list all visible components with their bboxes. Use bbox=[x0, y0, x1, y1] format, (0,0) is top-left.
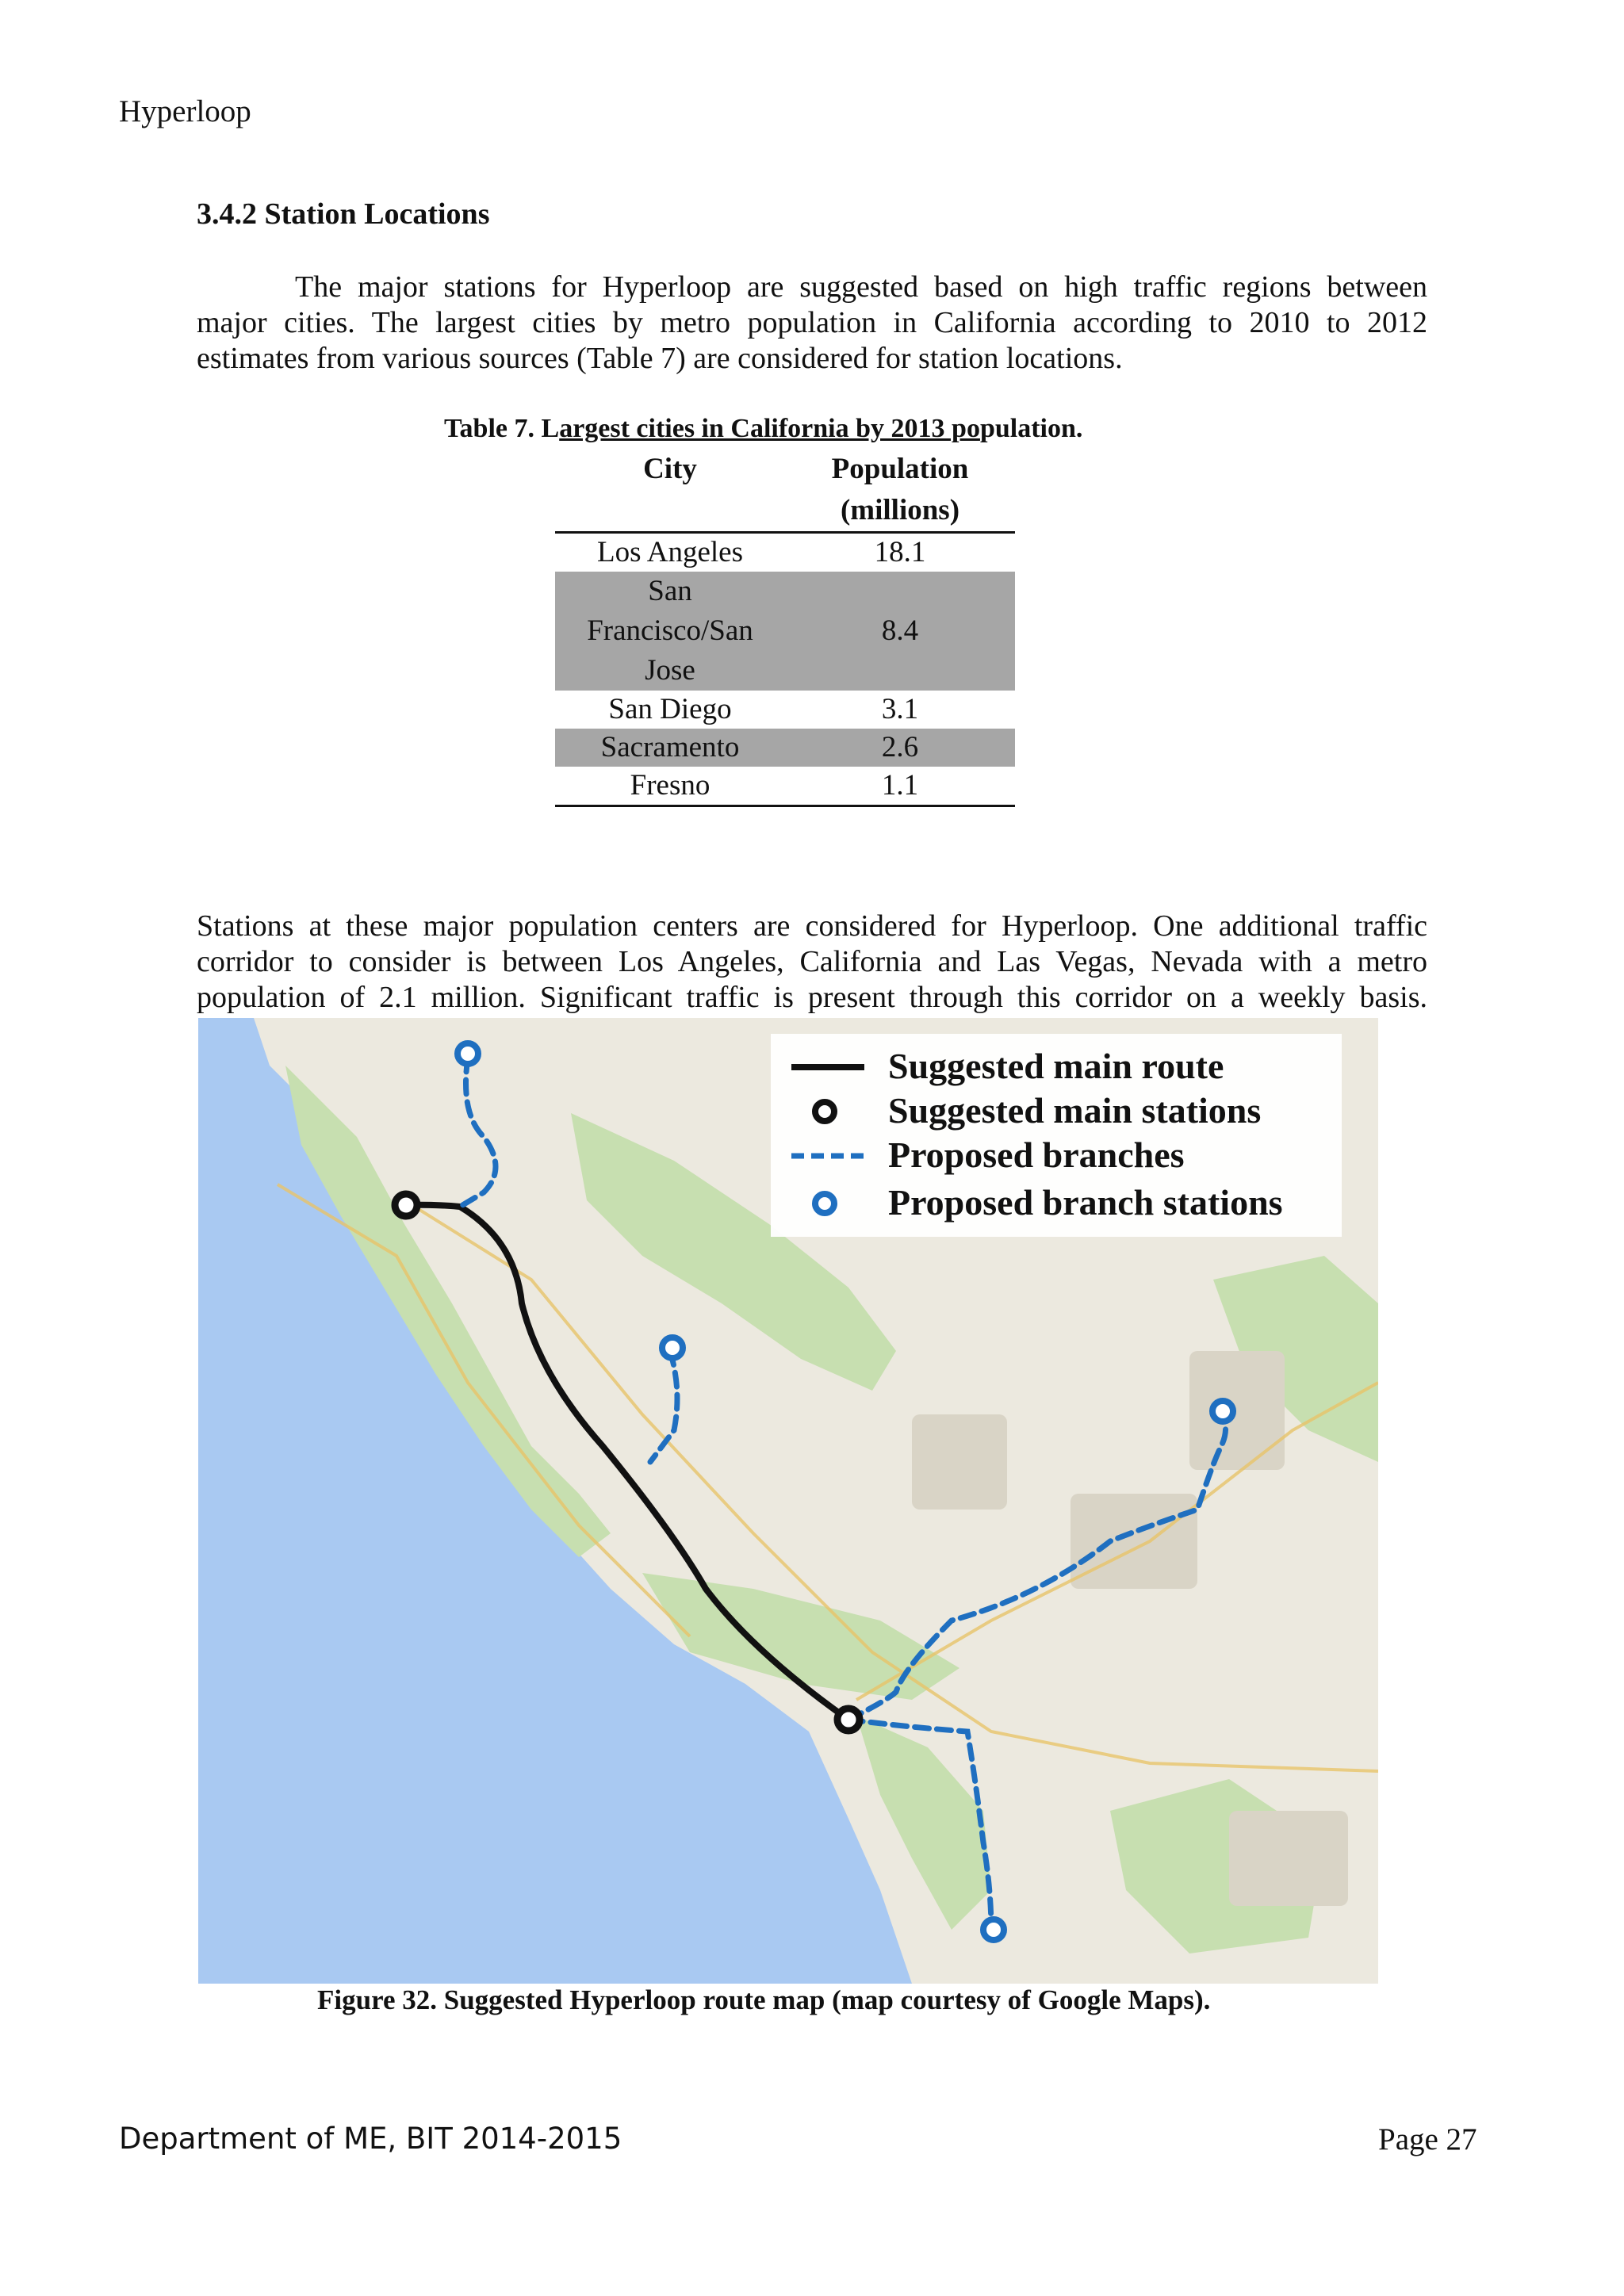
paragraph-line: The major stations for Hyperloop are suggested based on high traffic regions between bbox=[295, 270, 1427, 304]
footer-page-number: Page 27 bbox=[1378, 2122, 1477, 2156]
population-cell: 3.1 bbox=[881, 693, 919, 725]
legend-branches-label: Proposed branches bbox=[888, 1135, 1185, 1175]
city-cell: Fresno bbox=[630, 769, 710, 802]
section-heading: 3.4.2 Station Locations bbox=[197, 197, 490, 231]
desert-area bbox=[912, 1414, 1007, 1510]
paragraph-line: population of 2.1 million. Significant traffic is present through this corridor on a weekly basis. bbox=[197, 981, 1427, 1014]
desert-area bbox=[1229, 1811, 1348, 1906]
station-fresno bbox=[662, 1337, 683, 1358]
city-cell-line: San bbox=[648, 575, 692, 607]
legend-main-route-label: Suggested main route bbox=[888, 1046, 1224, 1086]
column-header-population bbox=[785, 449, 1015, 533]
table-row bbox=[555, 767, 1015, 806]
table-row bbox=[555, 729, 1015, 767]
station-sacramento bbox=[458, 1043, 478, 1064]
column-header-population-line1: Population bbox=[831, 453, 969, 485]
station-los-angeles bbox=[837, 1709, 860, 1731]
legend-branch-station-swatch bbox=[815, 1194, 834, 1213]
city-cell-line: Francisco/San bbox=[587, 614, 753, 647]
corridor-paragraph bbox=[197, 909, 1427, 1016]
table-caption-suffix: pulation. bbox=[979, 414, 1083, 443]
city-cell: San Diego bbox=[608, 693, 732, 725]
table-row bbox=[555, 572, 1015, 691]
paragraph-line: Stations at these major population centers are considered for Hyperloop. One additional traffic bbox=[197, 909, 1427, 943]
column-header-city: City bbox=[643, 453, 697, 485]
paragraph-line: major cities. The largest cities by metro population in California according to 2010 to 2012 bbox=[197, 306, 1427, 339]
legend-main-station-swatch bbox=[815, 1102, 834, 1121]
population-cell: 18.1 bbox=[874, 536, 926, 568]
population-table bbox=[555, 449, 1015, 807]
city-cell-line: Jose bbox=[645, 654, 695, 687]
table-row bbox=[555, 533, 1015, 572]
city-cell: Los Angeles bbox=[597, 536, 743, 568]
figure-caption: Figure 32. Suggested Hyperloop route map (map courtesy of Google Maps). bbox=[317, 1984, 1211, 2015]
population-cell: 1.1 bbox=[881, 769, 919, 802]
legend-branch-stations-label: Proposed branch stations bbox=[888, 1182, 1283, 1223]
table-row bbox=[555, 691, 1015, 729]
table-header-row bbox=[555, 449, 1015, 533]
column-header-population-line2: (millions) bbox=[840, 494, 960, 526]
city-cell: Sacramento bbox=[555, 729, 785, 767]
running-header: Hyperloop bbox=[119, 94, 251, 128]
legend-main-stations-label: Suggested main stations bbox=[888, 1090, 1262, 1131]
paragraph-line: estimates from various sources (Table 7) are considered for station locations. bbox=[197, 342, 1123, 375]
city-cell bbox=[555, 572, 785, 691]
station-las-vegas bbox=[1212, 1401, 1233, 1422]
table-caption-prefix: Table 7. L bbox=[444, 414, 560, 443]
route-map-figure bbox=[198, 1018, 1378, 1984]
table-caption-underlined: argest cities in California by 2013 po bbox=[559, 414, 980, 443]
desert-area bbox=[1189, 1351, 1285, 1470]
station-san-francisco bbox=[395, 1194, 417, 1216]
desert-area bbox=[1071, 1494, 1197, 1589]
population-cell: 8.4 bbox=[785, 572, 1015, 691]
intro-paragraph bbox=[197, 270, 1427, 377]
footer-department: Department of ME, BIT 2014-2015 bbox=[119, 2122, 622, 2156]
table-caption bbox=[444, 414, 1082, 444]
paragraph-line: corridor to consider is between Los Angeles, California and Las Vegas, Nevada with a metro bbox=[197, 945, 1427, 978]
station-san-diego bbox=[983, 1919, 1004, 1940]
population-cell: 2.6 bbox=[785, 729, 1015, 767]
route-map bbox=[198, 1018, 1378, 1984]
